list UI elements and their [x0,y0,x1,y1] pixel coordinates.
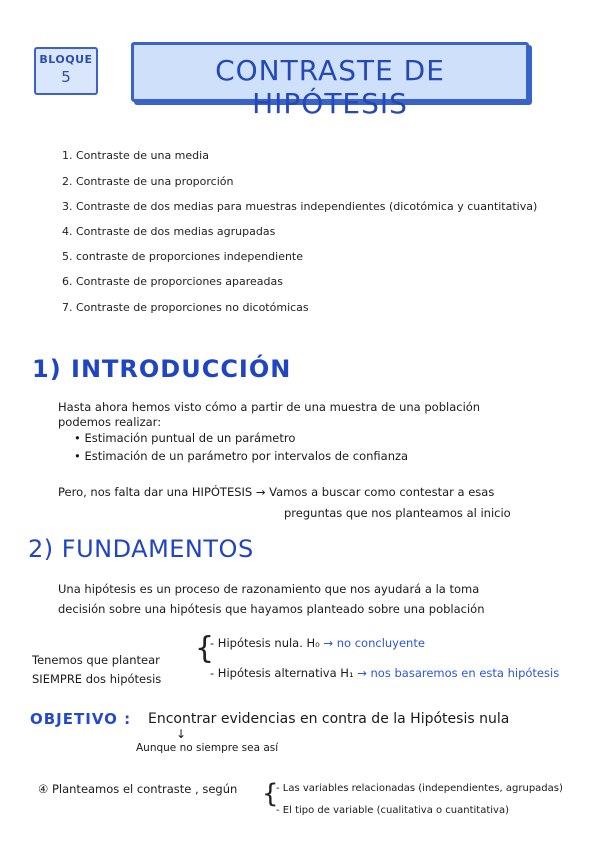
but-line: preguntas que nos planteamos al inicio [284,506,511,520]
bullet-item: • Estimación de un parámetro por intervalos de confianza [74,449,409,463]
plan-text: ④ Planteamos el contraste , según [38,782,238,796]
h1-text: - Hipótesis alternativa H₁ [210,666,354,680]
but-line: Pero, nos falta dar una HIPÓTESIS → Vamos a buscar como contestar a esas [58,485,495,499]
fundamentos-line: decisión sobre una hipótesis que hayamos planteado sobre una población [58,602,485,616]
h0-line [210,636,425,650]
objective-label: OBJETIVO : [30,710,132,728]
plan-item: - El tipo de variable (cualitativa o cuantitativa) [276,805,509,816]
plan-item: - Las variables relacionadas (independientes, agrupadas) [276,783,563,794]
toc-item: 3. Contraste de dos medias para muestras independientes (dicotómica y cuantitativa) [62,200,538,213]
section-heading-fundamentos: 2) FUNDAMENTOS [28,535,254,563]
block-badge [34,47,98,95]
h1-line [210,666,559,680]
page-title-box [131,42,529,120]
h1-note: → nos basaremos en esta hipótesis [357,666,560,680]
objective-note: Aunque no siempre sea así [136,742,279,754]
toc-item: 5. contraste de proporciones independiente [62,250,304,263]
toc-item: 7. Contraste de proporciones no dicotómicas [62,301,309,314]
brace-icon: { [195,631,215,666]
page-title: CONTRASTE DE HIPÓTESIS [215,54,445,120]
hypothesis-intro: Tenemos que plantear [32,653,160,667]
toc-item: 2. Contraste de una proporción [62,175,234,188]
toc-item: 4. Contraste de dos medias agrupadas [62,225,276,238]
arrow-down-icon: ↓ [176,727,187,741]
toc-item: 6. Contraste de proporciones apareadas [62,275,283,288]
section-heading-introduccion: 1) INTRODUCCIÓN [32,355,292,383]
block-label: BLOQUE [39,53,93,66]
toc-item: 1. Contraste de una media [62,149,209,162]
intro-line: Hasta ahora hemos visto cómo a partir de una muestra de una población [58,400,481,414]
h0-text: - Hipótesis nula. H₀ [210,636,320,650]
hypothesis-intro: SIEMPRE dos hipótesis [32,672,162,686]
bullet-item: • Estimación puntual de un parámetro [74,431,296,445]
fundamentos-line: Una hipótesis es un proceso de razonamiento que nos ayudará a la toma [58,582,480,596]
brace-icon: { [262,779,279,809]
objective-text: Encontrar evidencias en contra de la Hipótesis nula [148,711,510,727]
h0-note: → no concluyente [323,636,425,650]
intro-line: podemos realizar: [58,415,162,429]
block-number: 5 [61,68,71,86]
